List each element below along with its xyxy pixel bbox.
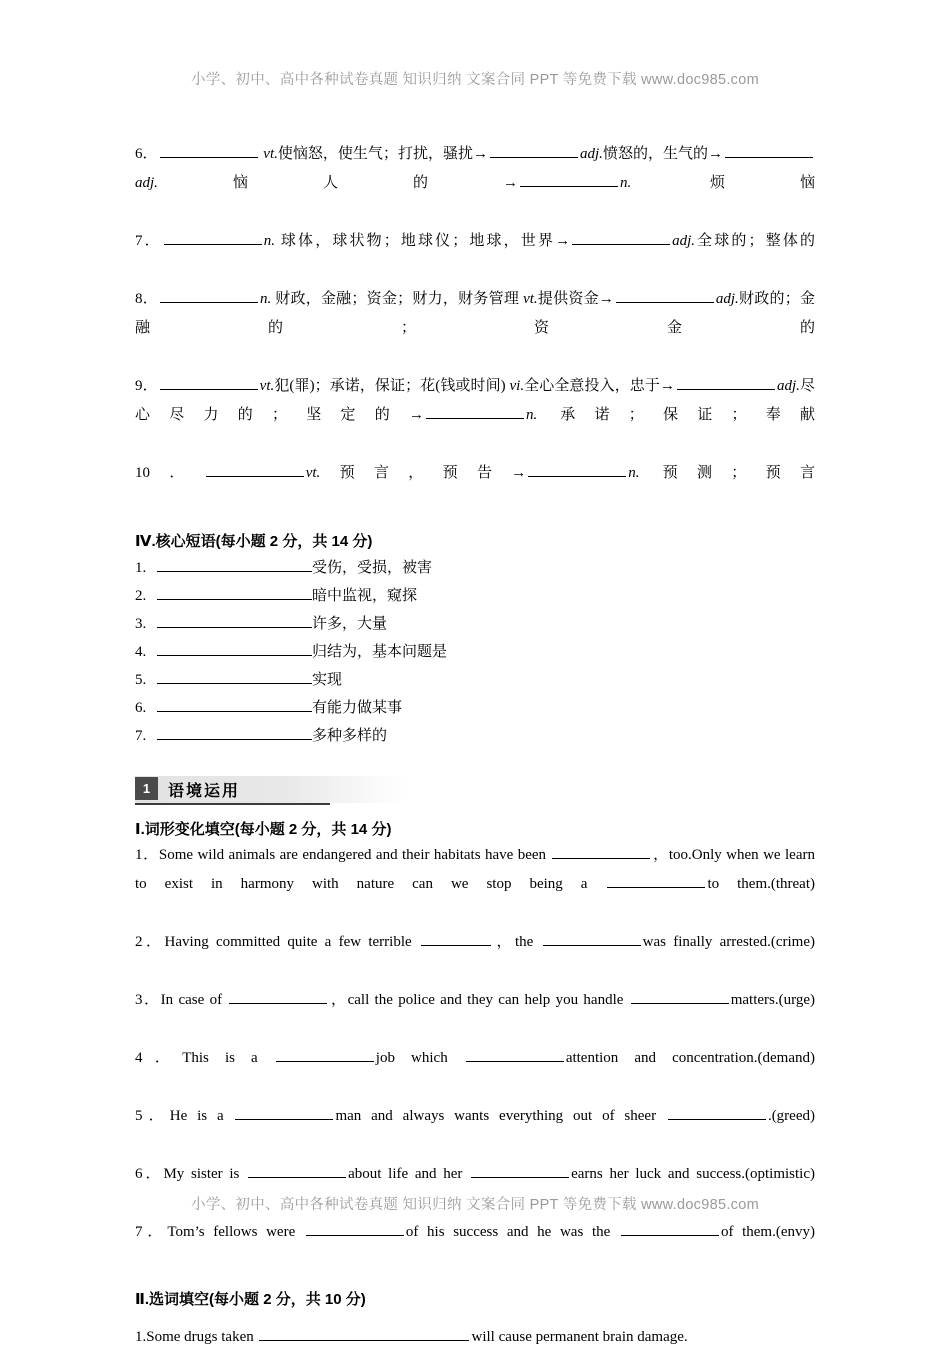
answer-blank[interactable] <box>677 376 775 390</box>
item-number: 10． <box>135 465 204 481</box>
answer-blank[interactable] <box>157 586 312 600</box>
phrase-meaning: 归结为，基本问题是 <box>312 644 448 660</box>
text-run: Having committed quite a few terrible <box>164 934 419 950</box>
word-formation-item <box>135 459 815 517</box>
item-number: 9． <box>135 378 158 394</box>
text-run: In case of <box>160 992 228 1008</box>
word-formation-item <box>135 227 815 285</box>
item-number: 5． <box>135 1108 170 1124</box>
text-run: 提供资金→ <box>537 291 614 307</box>
answer-blank[interactable] <box>607 874 705 888</box>
word-formation-list <box>135 140 815 517</box>
text-run: of his success and he was the <box>405 1224 619 1240</box>
item-number: 1. <box>135 1329 147 1345</box>
watermark-top: 小学、初中、高中各种试卷真题 知识归纳 文案合同 PPT 等免费下载 www.doc985.com <box>191 72 759 88</box>
document-content <box>135 140 815 1352</box>
answer-blank[interactable] <box>160 144 258 158</box>
banner-underline <box>135 803 330 805</box>
answer-blank[interactable] <box>552 845 650 859</box>
item-number: 2. <box>135 588 147 604</box>
text-run: 犯(罪)；承诺，保证；花(钱或时间) <box>274 378 510 394</box>
phrase-meaning: 暗中监视，窥探 <box>312 588 418 604</box>
answer-blank[interactable] <box>621 1222 719 1236</box>
answer-blank[interactable] <box>229 990 327 1004</box>
item-number: 7. <box>135 728 147 744</box>
question-item <box>135 1044 815 1102</box>
core-phrases-heading: Ⅳ.核心短语(每小题 2 分，共 14 分) <box>135 533 373 550</box>
item-number: 6． <box>135 146 158 162</box>
text-run: 全球的；整体的 <box>695 233 815 249</box>
item-number: 7． <box>135 233 162 249</box>
section-banner <box>135 776 405 806</box>
text-run: 愤怒的，生气的→ <box>602 146 723 162</box>
phrase-meaning: 实现 <box>312 672 343 688</box>
text-run: 使恼怒，使生气；打扰，骚扰→ <box>277 146 488 162</box>
item-number: 6. <box>135 700 147 716</box>
answer-blank[interactable] <box>421 932 491 946</box>
answer-blank[interactable] <box>157 558 312 572</box>
part-of-speech-label: vt. <box>305 465 321 481</box>
section2-heading: Ⅱ.选词填空(每小题 2 分，共 10 分) <box>135 1291 366 1308</box>
answer-blank[interactable] <box>543 932 641 946</box>
answer-blank[interactable] <box>490 144 578 158</box>
core-phrases-list <box>135 554 815 750</box>
text-run: ，call the police and they can help you handle <box>329 992 629 1008</box>
text-run: Some wild animals are endangered and their habitats have been <box>158 847 551 863</box>
part-of-speech-label: adj. <box>715 291 739 307</box>
part-of-speech-label: vt. <box>259 378 275 394</box>
answer-blank[interactable] <box>248 1164 346 1178</box>
watermark-bottom: 小学、初中、高中各种试卷真题 知识归纳 文案合同 PPT 等免费下载 www.doc985.com <box>191 1197 759 1213</box>
text-run: earns her luck and success.(optimistic) <box>571 1166 815 1182</box>
text-run: 承诺；保证；奉献 <box>537 407 815 423</box>
text-run: attention and concentration.(demand) <box>565 1050 815 1066</box>
item-number: 1． <box>135 847 159 863</box>
text-run: to them.(threat) <box>707 876 816 892</box>
section2-questions <box>135 1323 815 1352</box>
question-item <box>135 1323 815 1352</box>
text-run: 尽心尽力的；坚定的→ <box>135 378 815 423</box>
text-run: job which <box>375 1050 464 1066</box>
answer-blank[interactable] <box>528 463 626 477</box>
answer-blank[interactable] <box>631 990 729 1004</box>
item-number: 7． <box>135 1224 168 1240</box>
text-run: 恼人的→ <box>157 175 518 191</box>
answer-blank[interactable] <box>235 1106 333 1120</box>
item-number: 8． <box>135 291 158 307</box>
item-number: 3． <box>135 992 161 1008</box>
item-number: 5. <box>135 672 147 688</box>
answer-blank[interactable] <box>157 670 312 684</box>
part-of-speech-label: n. <box>259 291 272 307</box>
answer-blank[interactable] <box>306 1222 404 1236</box>
text-run: about life and her <box>348 1166 470 1182</box>
part-of-speech-label: n. <box>263 233 276 249</box>
answer-blank[interactable] <box>520 173 618 187</box>
answer-blank[interactable] <box>157 614 312 628</box>
word-formation-item <box>135 372 815 459</box>
question-item <box>135 1218 815 1276</box>
part-of-speech-label: adj. <box>580 146 603 162</box>
part-of-speech-label: vi. <box>509 378 525 394</box>
text-run: 财政，金融；资金；财力，财务管理 <box>271 291 524 307</box>
answer-blank[interactable] <box>160 376 258 390</box>
part-of-speech-label: n. <box>628 465 640 481</box>
text-run: Tom’s fellows were <box>167 1224 304 1240</box>
answer-blank[interactable] <box>206 463 304 477</box>
text-run: My sister is <box>163 1166 247 1182</box>
part-of-speech-label: n. <box>526 407 538 423</box>
phrase-meaning: 受伤，受损，被害 <box>312 560 433 576</box>
phrase-item <box>135 610 815 638</box>
text-run: This is a <box>182 1050 274 1066</box>
item-number: 6． <box>135 1166 164 1182</box>
text-run: matters.(urge) <box>730 992 815 1008</box>
answer-blank[interactable] <box>164 231 262 245</box>
question-item <box>135 841 815 928</box>
word-formation-item <box>135 285 815 372</box>
answer-blank[interactable] <box>466 1048 564 1062</box>
answer-blank[interactable] <box>276 1048 374 1062</box>
text-run: 球体，球状物；地球仪；地球，世界→ <box>275 233 571 249</box>
part-of-speech-label: vt. <box>263 146 278 162</box>
text-run: .(greed) <box>767 1108 815 1124</box>
phrase-item <box>135 638 815 666</box>
phrase-item <box>135 722 815 750</box>
answer-blank[interactable] <box>157 726 312 740</box>
part-of-speech-label: n. <box>619 175 632 191</box>
text-run: was finally arrested.(crime) <box>642 934 815 950</box>
banner-number: 1 <box>135 777 158 800</box>
section1-heading: Ⅰ.词形变化填空(每小题 2 分，共 14 分) <box>135 821 392 838</box>
item-number: 3. <box>135 616 147 632</box>
answer-blank[interactable] <box>572 231 670 245</box>
question-item <box>135 986 815 1044</box>
text-run: He is a <box>169 1108 234 1124</box>
part-of-speech-label: vt. <box>523 291 538 307</box>
item-number: 2． <box>135 934 165 950</box>
text-run: 预测；预言 <box>639 465 815 481</box>
text-run: 烦恼 <box>631 175 815 191</box>
answer-blank[interactable] <box>157 642 312 656</box>
text-run: ，too.Only when we learn to exist in harmony with nature can we stop being a <box>135 847 815 892</box>
question-item <box>135 1102 815 1160</box>
answer-blank[interactable] <box>160 289 258 303</box>
phrase-meaning: 许多，大量 <box>312 616 388 632</box>
phrase-item <box>135 666 815 694</box>
answer-blank[interactable] <box>426 405 524 419</box>
part-of-speech-label: adj. <box>776 378 800 394</box>
answer-blank[interactable] <box>259 1327 469 1341</box>
text-run: 预言，预告→ <box>320 465 527 481</box>
item-number: 1. <box>135 560 147 576</box>
answer-blank[interactable] <box>616 289 714 303</box>
text-run: 财政的；金融的；资金的 <box>135 291 815 336</box>
part-of-speech-label: adj. <box>135 175 158 191</box>
item-number: 4. <box>135 644 147 660</box>
text-run: 全心全意投入，忠于→ <box>524 378 675 394</box>
answer-blank[interactable] <box>668 1106 766 1120</box>
part-of-speech-label: adj. <box>672 233 696 249</box>
phrase-item <box>135 582 815 610</box>
text-run: of them.(envy) <box>720 1224 815 1240</box>
text-run: will cause permanent brain damage. <box>471 1329 688 1345</box>
answer-blank[interactable] <box>725 144 813 158</box>
phrase-item <box>135 554 815 582</box>
question-item <box>135 928 815 986</box>
word-formation-item <box>135 140 815 227</box>
text-run: Some drugs taken <box>146 1329 258 1345</box>
answer-blank[interactable] <box>471 1164 569 1178</box>
text-run: ，the <box>492 934 541 950</box>
answer-blank[interactable] <box>157 698 312 712</box>
text-run: man and always wants everything out of sheer <box>335 1108 666 1124</box>
phrase-meaning: 有能力做某事 <box>312 700 403 716</box>
banner-title: 语境运用 <box>168 783 241 800</box>
item-number: 4． <box>135 1050 183 1066</box>
phrase-item <box>135 694 815 722</box>
phrase-meaning: 多种多样的 <box>312 728 388 744</box>
